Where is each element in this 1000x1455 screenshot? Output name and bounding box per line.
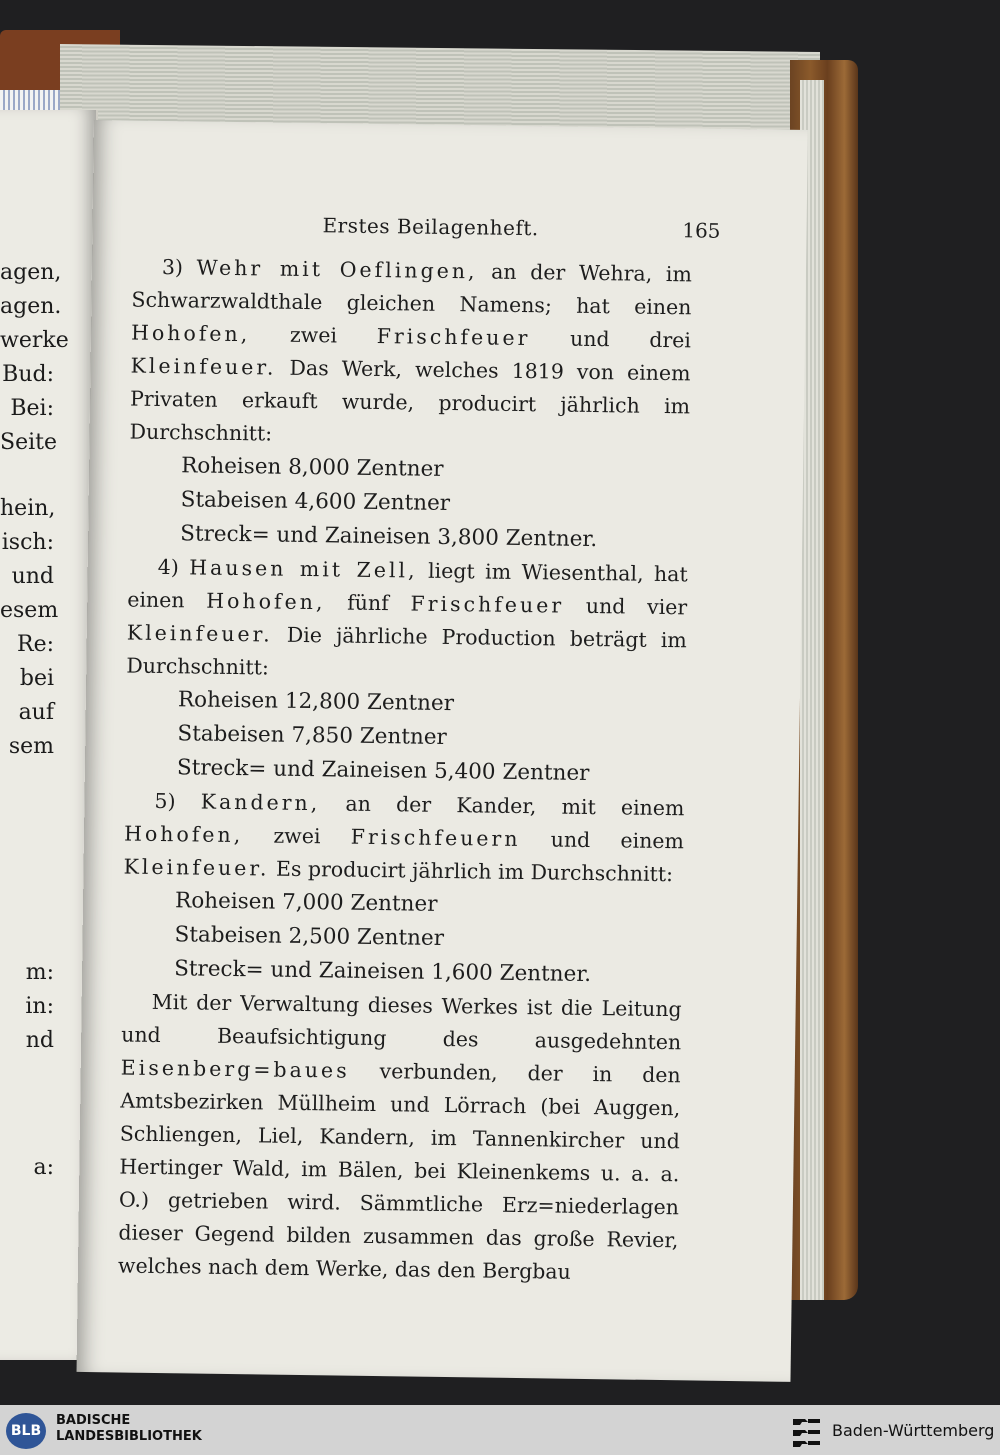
production-item: Stabeisen 4,600 Zentner xyxy=(180,487,451,517)
production-list xyxy=(177,683,686,792)
left-fragment: hein, xyxy=(0,496,56,521)
bw-name: Baden-Württemberg xyxy=(832,1421,995,1440)
left-fragment: bei xyxy=(19,666,54,691)
running-head: Erstes Beilagenheft. xyxy=(322,213,539,241)
left-fragment: Re: xyxy=(17,632,54,657)
entry-paragraph xyxy=(123,784,684,891)
production-list xyxy=(180,449,689,558)
entry-text: und drei xyxy=(569,326,692,353)
entry-number: 4) xyxy=(157,554,179,580)
page-number: 165 xyxy=(682,218,721,243)
closing-text: verbunden, der in den Amtsbezirken Müllheim und Lörrach (bei Auggen, Schliengen, Liel, Kandern, im Tannenkircher und Hertinger Wald, im Bälen, bei Kleinenkems u. a. a. O.) getrieben wird. Sämmtliche Erz=niederlagen dieser Gegend bilden zusammen das große Revier, welches nach dem Werke, das den Bergbau xyxy=(117,1059,681,1284)
production-item: Stabeisen 2,500 Zentner xyxy=(174,922,445,951)
left-fragment: agen, xyxy=(0,260,62,285)
page-edges-top xyxy=(60,44,820,132)
emphasis-term: Kleinfeuer. xyxy=(126,620,273,647)
entry-paragraph xyxy=(129,251,692,457)
production-item: Streck= und Zaineisen 3,800 Zentner. xyxy=(180,521,598,553)
left-fragment: in: xyxy=(25,994,54,1019)
emphasis-term: Hohofen, xyxy=(206,588,326,615)
entry-text: fünf xyxy=(347,590,389,616)
left-fragment: werke xyxy=(0,328,69,353)
place-name: Hausen mit Zell, xyxy=(189,555,418,583)
left-fragment: sem xyxy=(8,734,54,759)
blb-logo[interactable]: BLB xyxy=(6,1413,46,1449)
left-fragment: und xyxy=(11,564,54,589)
entry-text: an der Wehra, im Schwarzwaldthale gleichen Namens; hat einen xyxy=(131,259,693,320)
left-fragment: Bei: xyxy=(10,396,54,421)
entry-text: zwei xyxy=(289,322,338,348)
left-fragment: nd xyxy=(25,1028,54,1053)
production-item: Stabeisen 7,850 Zentner xyxy=(177,721,447,750)
entry-number: 5) xyxy=(154,788,176,814)
left-fragment: Bud: xyxy=(2,362,54,387)
emphasis-term: Eisenberg=baues xyxy=(120,1055,350,1083)
page-header xyxy=(132,211,721,259)
right-page xyxy=(77,120,808,1382)
emphasis-term: Frischfeuer xyxy=(410,591,565,618)
footer-bar xyxy=(0,1405,1000,1455)
left-fragment: agen. xyxy=(0,294,62,319)
left-fragment: auf xyxy=(18,700,54,725)
production-item: Streck= und Zaineisen 1,600 Zentner. xyxy=(173,956,592,988)
production-item: Streck= und Zaineisen 5,400 Zentner xyxy=(176,755,590,786)
emphasis-term: Hohofen, xyxy=(123,821,244,848)
entry-text: und vier xyxy=(585,593,688,620)
entry-text: liegt im Wiesenthal, hat einen xyxy=(127,558,688,613)
production-list xyxy=(174,884,683,993)
entry-text: Das Werk, welches 1819 von einem Privaten erkauft wurde, producirt jährlich im Durchschnitt: xyxy=(129,355,691,446)
emphasis-term: Frischfeuern xyxy=(350,824,521,852)
entry-text: zwei xyxy=(273,823,321,849)
lions-icon xyxy=(790,1413,824,1449)
production-item: Roheisen 12,800 Zentner xyxy=(177,687,455,717)
emphasis-term: Kleinfeuer. xyxy=(130,353,277,380)
entry-paragraph xyxy=(126,551,688,691)
entry-number: 3) xyxy=(161,254,184,280)
entry-text: und einem xyxy=(550,827,685,854)
emphasis-term: Hohofen, xyxy=(130,320,251,347)
blb-name-line: BADISCHE xyxy=(56,1413,131,1428)
entry-text: an der Kander, mit einem xyxy=(345,791,685,821)
closing-paragraph xyxy=(118,985,682,1290)
left-fragment: esem xyxy=(0,598,59,623)
entry-text: Es producirt jährlich im Durchschnitt: xyxy=(275,856,674,887)
blb-name xyxy=(56,1413,202,1445)
left-fragment: m: xyxy=(25,960,54,985)
left-fragment: Seite xyxy=(0,430,57,455)
emphasis-term: Kleinfeuer. xyxy=(123,854,270,881)
place-name: Wehr mit Oeflingen, xyxy=(196,255,478,284)
production-item: Roheisen 8,000 Zentner xyxy=(181,453,444,482)
emphasis-term: Frischfeuer xyxy=(376,323,531,351)
page-content xyxy=(117,211,721,1291)
place-name: Kandern, xyxy=(200,789,321,816)
blb-name-line: LANDESBIBLIOTHEK xyxy=(56,1429,202,1444)
closing-text: Mit der Verwaltung dieses Werkes ist die Leitung und Beaufsichtigung des ausgedehnten xyxy=(121,989,682,1055)
entry-text: Die jährliche Production beträgt im Durchschnitt: xyxy=(126,622,687,680)
left-fragment: isch: xyxy=(1,530,54,555)
left-fragment: a: xyxy=(33,1155,54,1180)
production-item: Roheisen 7,000 Zentner xyxy=(174,888,438,917)
